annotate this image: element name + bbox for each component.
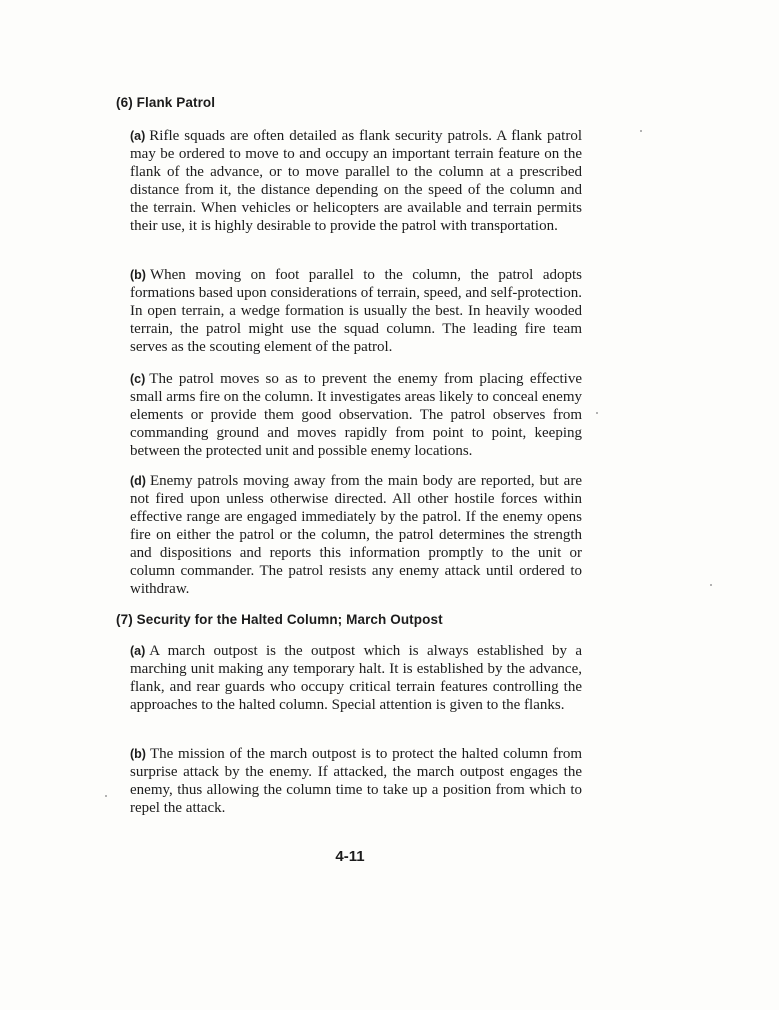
scan-speck	[640, 130, 642, 132]
paragraph-label: (b)	[130, 268, 146, 282]
scan-speck	[710, 584, 712, 586]
paragraph-6c	[130, 370, 582, 460]
paragraph-6a	[130, 127, 582, 235]
scan-speck	[596, 412, 598, 414]
paragraph-text: The patrol moves so as to prevent the enemy from placing effective small arms fire on the column. It investigates areas likely to conceal enemy elements or provide them good observation. The patrol observes from commanding ground and moves rapidly from point to point, keeping between the protected unit and possible enemy locations.	[130, 371, 582, 459]
paragraph-label: (a)	[130, 644, 146, 658]
paragraph-label: (a)	[130, 129, 146, 143]
paragraph-text: The mission of the march outpost is to protect the halted column from surprise attack by the enemy. If attacked, the march outpost engages the enemy, thus allowing the column time to take up a position from which to repel the attack.	[130, 746, 582, 816]
paragraph-6d	[130, 472, 582, 598]
section-heading-halted-column: (7) Security for the Halted Column; March Outpost	[116, 612, 443, 627]
paragraph-text: A march outpost is the outpost which is always established by a marching unit making any temporary halt. It is established by the advance, flank, and rear guards who occupy critical terrain features controlling the approaches to the halted column. Special attention is given to the flanks.	[130, 643, 582, 713]
paragraph-label: (c)	[130, 372, 146, 386]
paragraph-text: When moving on foot parallel to the column, the patrol adopts formations based upon considerations of terrain, speed, and self-protection. In open terrain, a wedge formation is usually the best. In heavily wooded terrain, the patrol might use the squad column. The leading fire team serves as the scouting element of the patrol.	[130, 267, 582, 355]
paragraph-text: Enemy patrols moving away from the main body are reported, but are not fired upon unless otherwise directed. All other hostile forces within effective range are engaged immediately by the patrol. If the enemy opens fire on either the patrol or the column, the patrol determines the strength and dispositions and reports this information promptly to the unit or column commander. The patrol resists any enemy attack until ordered to withdraw.	[130, 473, 582, 597]
page-number: 4-11	[335, 848, 365, 865]
paragraph-label: (b)	[130, 747, 146, 761]
paragraph-label: (d)	[130, 474, 146, 488]
paragraph-6b	[130, 266, 582, 356]
paragraph-7a	[130, 642, 582, 714]
paragraph-7b	[130, 745, 582, 817]
section-heading-flank-patrol: (6) Flank Patrol	[116, 95, 216, 110]
paragraph-text: Rifle squads are often detailed as flank security patrols. A flank patrol may be ordered to move to and occupy an important terrain feature on the flank of the advance, or to move parallel to the column at a prescribed distance from it, the distance depending on the speed of the column and the terrain. When vehicles or helicopters are available and terrain permits their use, it is highly desirable to provide the patrol with transportation.	[130, 128, 582, 234]
scan-speck	[105, 795, 107, 797]
